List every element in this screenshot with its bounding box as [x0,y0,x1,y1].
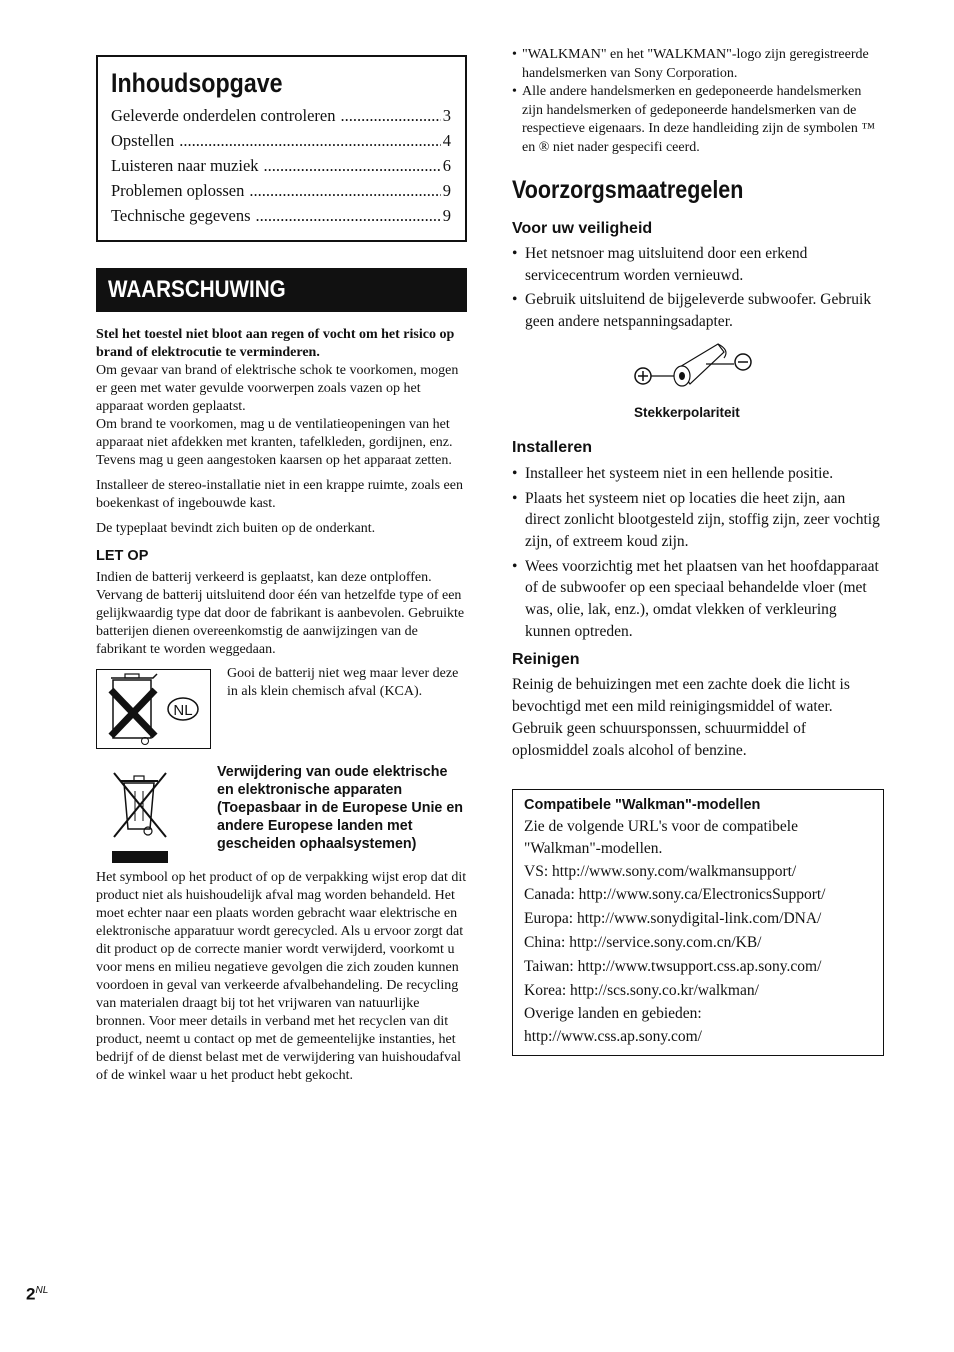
page-language: NL [35,1285,49,1296]
compatible-models-heading: Compatibele "Walkman"-modellen [524,797,761,814]
warning-paragraph: Installeer de stereo-installatie niet in een krappe ruimte, zoals een boekenkast of ingebouwde kast. [96,478,463,511]
toc-title: Inhoudsopgave [111,68,283,98]
page-number-value: 2 [26,1284,36,1304]
toc-entry-label: Luisteren naar muziek [111,156,259,175]
table-of-contents [96,55,467,242]
toc-entry-page: 3 [442,106,451,125]
left-column [96,55,467,1085]
trademark-note: • Alle andere handelsmerken en gedeponeerde handelsmerken zijn handelsmerken of gedeponeerde handelsmerken van de respectieve eigenaars. In deze handleiding zijn de symbolen ™ en ® niet nader gespecifi ceerd. [512,83,883,157]
toc-entry-label: Opstellen [111,131,175,150]
battery-icon-label: NL [173,702,193,719]
region-url-line: Taiwan: http://www.twsupport.css.ap.sony.com/ [524,957,822,975]
battery-disposal-icon [96,669,211,749]
toc-entry-page: 6 [442,156,451,175]
install-list [512,463,883,643]
list-item: • Wees voorzichtig met het plaatsen van het hoofdapparaat of de subwoofer op een speciaal behandelde vloer (met was, olie, lak, enz.), omdat vlekken of verkleuring kunnen optreden. [512,556,883,643]
list-item: • Installeer het systeem niet in een hellende positie. [512,463,883,485]
warning-banner [96,268,467,312]
other-regions-url: http://www.css.ap.sony.com/ [524,1028,702,1046]
toc-entry[interactable] [111,178,451,203]
toc-entry-page: 9 [442,181,451,200]
cleaning-heading: Reinigen [512,651,580,669]
warning-title: WAARSCHUWING [108,276,286,303]
toc-entry[interactable] [111,128,451,153]
toc-list [111,103,451,228]
warning-paragraph: De typeplaat bevindt zich buiten op de onderkant. [96,521,376,536]
let-op-heading: LET OP [96,548,149,564]
battery-disposal-section [96,666,467,749]
trademark-notes [512,46,883,157]
battery-text: Gooi de batterij niet weg maar lever deze in als klein chemisch afval (KCA). [227,666,459,699]
let-op-text: Indien de batterij verkeerd is geplaatst, kan deze ontploffen. Vervang de batterij uitsluitend door één van hetzelfde type of een gelijkwaardig type dat door de fabrikant is aanbevolen. Gebruikte batterijen dienen overeenkomstig de aanwijzingen van de fabrikant te worden weggedaan. [96,570,465,657]
cleaning-text: Reinig de behuizingen met een zachte doek die licht is bevochtigd met een mild reinigingsmiddel of water. Gebruik geen schuursponssen, schuurmiddel of oplosmiddel zoals alcohol of benzine. [512,676,850,759]
warning-bold-text: Stel het toestel niet bloot aan regen of vocht om het risico op brand of elektrocutie te verminderen. [96,327,455,360]
toc-entry[interactable] [111,153,451,178]
page-number [26,1282,48,1304]
region-url-line: VS: http://www.sony.com/walkmansupport/ [524,862,797,880]
toc-entry-label: Geleverde onderdelen controleren [111,106,336,125]
toc-leader-dots [179,128,441,153]
safety-heading: Voor uw veiligheid [512,220,653,237]
safety-list [512,243,883,333]
warning-paragraph: Om brand te voorkomen, mag u de ventilatieopeningen van het apparaat niet afdekken met kranten, tafelkleden, gordijnen, enz. Tevens mag u geen aangestoken kaarsen op het apparaat zetten. [96,417,453,468]
list-item: • Plaats het systeem niet op locaties die heet zijn, aan direct zonlicht blootgesteld zijn, stoffig zijn, zeer vochtig zijn, of extreem koud zijn. [512,488,883,553]
compatible-models-intro: Zie de volgende URL's voor de compatibele "Walkman"-modellen. [524,818,798,857]
toc-entry-label: Problemen oplossen [111,181,245,200]
toc-leader-dots [340,103,440,128]
warning-paragraph: Om gevaar van brand of elektrische schok te voorkomen, mogen er geen met water gevulde voorwerpen zoals vazen op het apparaat worden geplaatst. [96,363,459,414]
plug-polarity-icon [630,338,770,398]
toc-leader-dots [249,178,440,203]
compatible-models-box [512,789,884,1056]
toc-entry-page: 4 [442,131,451,150]
toc-leader-dots [264,153,441,178]
weee-heading: Verwijdering van oude elektrische en elektronische apparaten (Toepasbaar in de Europese Unie en andere Europese landen met gescheiden ophaalsystemen) [217,764,464,852]
plug-polarity-caption: Stekkerpolariteit [634,404,740,420]
trademark-note: • "WALKMAN" en het "WALKMAN"-logo zijn geregistreerde handelsmerken van Sony Corporation. [512,46,883,83]
toc-entry[interactable] [111,203,451,228]
toc-entry-page: 9 [442,206,451,225]
plug-polarity-figure [512,336,883,426]
crossed-bin-icon [110,767,170,865]
region-url-line: China: http://service.sony.com.cn/KB/ [524,934,762,952]
install-heading: Installeren [512,438,593,456]
weee-text: Het symbool op het product of op de verpakking wijst erop dat dit product niet als huishoudelijk afval mag worden behandeld. Het moet echter naar een plaats worden gebracht waar elektrische en elektronische apparatuur wordt gerecycled. Als u ervoor zorgt dat dit product op de correcte manier wordt verwijderd, voorkomt u voor mens en milieu negatieve gevolgen die zich zouden kunnen voordoen in geval van verkeerde afvalbehandeling. De recycling van materialen draagt bij tot het vrijwaren van natuurlijke bronnen. Voor meer details in verband met het recyclen van dit product, neemt u contact op met de gemeentelijke instanties, het bedrijf of de dienst belast met de verwijdering van huishoudafval of de winkel waar u het product hebt gekocht. [96,870,467,1083]
list-item: • Gebruik uitsluitend de bijgeleverde subwoofer. Gebruik geen andere netspanningsadapter. [512,289,883,332]
right-column [512,46,883,1056]
region-url-line: Korea: http://scs.sony.co.kr/walkman/ [524,981,759,999]
region-url-line: Canada: http://www.sony.ca/ElectronicsSupport/ [524,886,826,904]
toc-entry-label: Technische gegevens [111,206,251,225]
toc-entry[interactable] [111,103,451,128]
weee-section [96,763,467,865]
precautions-heading: Voorzorgsmaatregelen [512,176,744,204]
toc-leader-dots [256,203,441,228]
other-regions-label: Overige landen en gebieden: [524,1005,702,1023]
list-item: • Het netsnoer mag uitsluitend door een erkend servicecentrum worden vernieuwd. [512,243,883,286]
compatible-models-urls [524,860,872,1003]
region-url-line: Europa: http://www.sonydigital-link.com/DNA/ [524,910,822,928]
